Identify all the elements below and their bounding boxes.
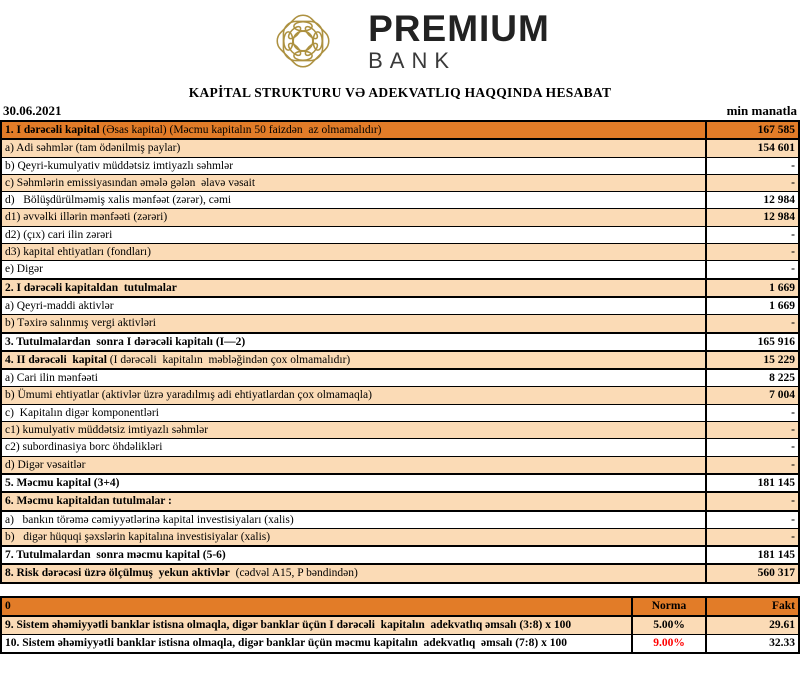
table-row	[1, 209, 799, 226]
row-label-text: b) Ümumi ehtiyatlar (aktivlər üzrə yaradılmış adi ehtiyatlardan çox olmamaqla)	[5, 389, 372, 402]
row-label-text: (I dərəcəli kapitalın məbləğindən çox olmamalıdır)	[106, 353, 351, 366]
table-row	[1, 564, 799, 582]
row-label	[1, 297, 706, 315]
row-value: -	[706, 261, 799, 279]
row-value: -	[706, 174, 799, 191]
table-row	[1, 121, 799, 139]
brand-subname: BANK	[368, 48, 457, 73]
table-row	[1, 474, 799, 492]
row-label-text: c1) kumulyativ müddətsiz imtiyazlı səhmlər	[5, 424, 209, 437]
row-label-text: d2) (çıx) cari ilin zərəri	[5, 228, 113, 241]
brand-name: PREMIUM	[368, 8, 550, 49]
row-value: -	[706, 422, 799, 439]
table-row	[1, 456, 799, 474]
row-value: 181 145	[706, 474, 799, 492]
row-label-text: d3) kapital ehtiyatları (fondları)	[5, 246, 151, 259]
table-row	[1, 174, 799, 191]
row-label-text: c2) subordinasiya borc öhdəlikləri	[5, 441, 163, 454]
row-value: 8 225	[706, 369, 799, 387]
row-label	[1, 192, 706, 209]
row-label-bold: 6. Məcmu kapitaldan tutulmalar :	[5, 495, 172, 508]
row-label	[1, 279, 706, 297]
row-label	[1, 439, 706, 456]
table-row	[1, 369, 799, 387]
row-label-text: (cədvəl A15, P bəndindən)	[229, 567, 358, 580]
table-row	[1, 511, 799, 529]
table-row	[1, 244, 799, 261]
row-label-text: a) Qeyri-maddi aktivlər	[5, 299, 114, 312]
report-title: KAPİTAL STRUKTURU VƏ ADEKVATLIQ HAQQINDA HESABAT	[188, 85, 612, 100]
row-value: 12 984	[706, 209, 799, 226]
table-row	[1, 333, 799, 351]
table-row	[1, 387, 799, 404]
row-label-text: c) Kapitalın digər komponentləri	[5, 406, 159, 419]
table-row	[1, 439, 799, 456]
ratio-norma-value: 9.00%	[632, 634, 706, 653]
table-row	[1, 404, 799, 421]
row-value: 1 669	[706, 297, 799, 315]
report-meta	[0, 103, 800, 120]
ratio-header-zero: 0	[1, 597, 632, 616]
ratio-row-label: 10. Sistem əhəmiyyətli banklar istisna olmaqla, digər banklar üçün məcmu kapitalın adekvatlıq əmsalı (7:8) x 100	[1, 634, 632, 653]
row-label	[1, 404, 706, 421]
row-label	[1, 261, 706, 279]
row-label	[1, 244, 706, 261]
capital-structure-table	[0, 120, 800, 584]
row-label	[1, 546, 706, 564]
row-label	[1, 351, 706, 369]
row-label	[1, 226, 706, 243]
row-label-text: a) Cari ilin mənfəəti	[5, 372, 98, 385]
row-label-text: a) bankın törəmə cəmiyyətlərinə kapital investisiyaları (xalis)	[5, 513, 294, 526]
row-label-bold: 1. I dərəcəli kapital	[5, 124, 100, 136]
ratio-fakt-value: 29.61	[706, 616, 799, 635]
ratio-row	[1, 616, 799, 635]
row-value: -	[706, 439, 799, 456]
row-label	[1, 209, 706, 226]
row-value: -	[706, 315, 799, 333]
row-label-bold: 7. Tutulmalardan sonra məcmu kapital (5-6)	[5, 549, 226, 562]
table-row	[1, 279, 799, 297]
table-row	[1, 528, 799, 546]
row-label-bold: 4. II dərəcəli kapital	[5, 353, 107, 366]
row-label	[1, 528, 706, 546]
row-value: 15 229	[706, 351, 799, 369]
table-row	[1, 422, 799, 439]
row-value: 167 585	[706, 121, 799, 139]
row-label	[1, 456, 706, 474]
row-label-bold: 5. Məcmu kapital (3+4)	[5, 476, 120, 489]
ratio-row	[1, 634, 799, 653]
row-label	[1, 139, 706, 157]
row-label-text: d) Digər vəsaitlər	[5, 458, 86, 471]
row-label	[1, 121, 706, 139]
row-label-text: (Əsas kapital) (Məcmu kapitalın 50 faizdən az olmamalıdır)	[99, 124, 382, 136]
table-row	[1, 192, 799, 209]
row-label-text: a) Adi səhmlər (tam ödənilmiş paylar)	[5, 142, 181, 155]
ratio-fakt-value: 32.33	[706, 634, 799, 653]
row-label	[1, 422, 706, 439]
row-label-text: c) Səhmlərin emissiyasından əmələ gələn əlavə vəsait	[5, 176, 256, 189]
row-value: -	[706, 226, 799, 243]
row-label-text: d) Bölüşdürülməmiş xalis mənfəət (zərər), cəmi	[5, 194, 232, 207]
row-label-bold: 2. I dərəcəli kapitaldan tutulmalar	[5, 281, 177, 294]
table-row	[1, 226, 799, 243]
ratio-row-label: 9. Sistem əhəmiyyətli banklar istisna olmaqla, digər banklar üçün I dərəcəli kapitalın adekvatlıq əmsalı (3:8) x 100	[1, 616, 632, 635]
row-label-bold: 8. Risk dərəcəsi üzrə ölçülmuş yekun aktivlər	[5, 567, 230, 580]
section-spacer	[0, 584, 800, 596]
row-value: 560 317	[706, 564, 799, 582]
row-value: -	[706, 157, 799, 174]
row-label	[1, 157, 706, 174]
row-label	[1, 387, 706, 404]
row-value: 181 145	[706, 546, 799, 564]
row-value: 165 916	[706, 333, 799, 351]
ratio-header-fakt: Fakt	[706, 597, 799, 616]
row-value: -	[706, 456, 799, 474]
row-label-text: b) Təxirə salınmış vergi aktivləri	[5, 317, 156, 330]
row-label-text: d1) əvvəlki illərin mənfəəti (zərəri)	[5, 211, 168, 224]
adequacy-ratio-table	[0, 596, 800, 654]
row-value: -	[706, 511, 799, 529]
ratio-norma-value: 5.00%	[632, 616, 706, 635]
gold-knot-emblem-icon	[250, 6, 356, 76]
bank-logo	[0, 0, 800, 79]
row-value: -	[706, 492, 799, 510]
table-row	[1, 261, 799, 279]
row-label	[1, 333, 706, 351]
table-row	[1, 139, 799, 157]
row-label-text: e) Digər	[5, 263, 43, 276]
row-label-text: b) Qeyri-kumulyativ müddətsiz imtiyazlı səhmlər	[5, 159, 234, 172]
row-label	[1, 369, 706, 387]
table-row	[1, 351, 799, 369]
table-row	[1, 492, 799, 510]
row-value: 1 669	[706, 279, 799, 297]
row-label	[1, 174, 706, 191]
row-value: 7 004	[706, 387, 799, 404]
table-row	[1, 157, 799, 174]
row-label-bold: 3. Tutulmalardan sonra I dərəcəli kapitalı (I—2)	[5, 335, 246, 348]
table-row	[1, 315, 799, 333]
row-value: 12 984	[706, 192, 799, 209]
row-value: -	[706, 244, 799, 261]
row-value: -	[706, 528, 799, 546]
report-date: 30.06.2021	[3, 103, 62, 118]
row-label	[1, 492, 706, 510]
row-value: -	[706, 404, 799, 421]
row-label	[1, 315, 706, 333]
row-label-text: b) digər hüquqi şəxslərin kapitalına investisiyalar (xalis)	[5, 530, 271, 543]
unit-label: min manatla	[726, 103, 797, 118]
row-value: 154 601	[706, 139, 799, 157]
row-label	[1, 564, 706, 582]
table-row	[1, 546, 799, 564]
table-row	[1, 297, 799, 315]
bank-logo-text	[368, 10, 550, 72]
ratio-header-row	[1, 597, 799, 616]
row-label	[1, 511, 706, 529]
ratio-header-norma: Norma	[632, 597, 706, 616]
row-label	[1, 474, 706, 492]
